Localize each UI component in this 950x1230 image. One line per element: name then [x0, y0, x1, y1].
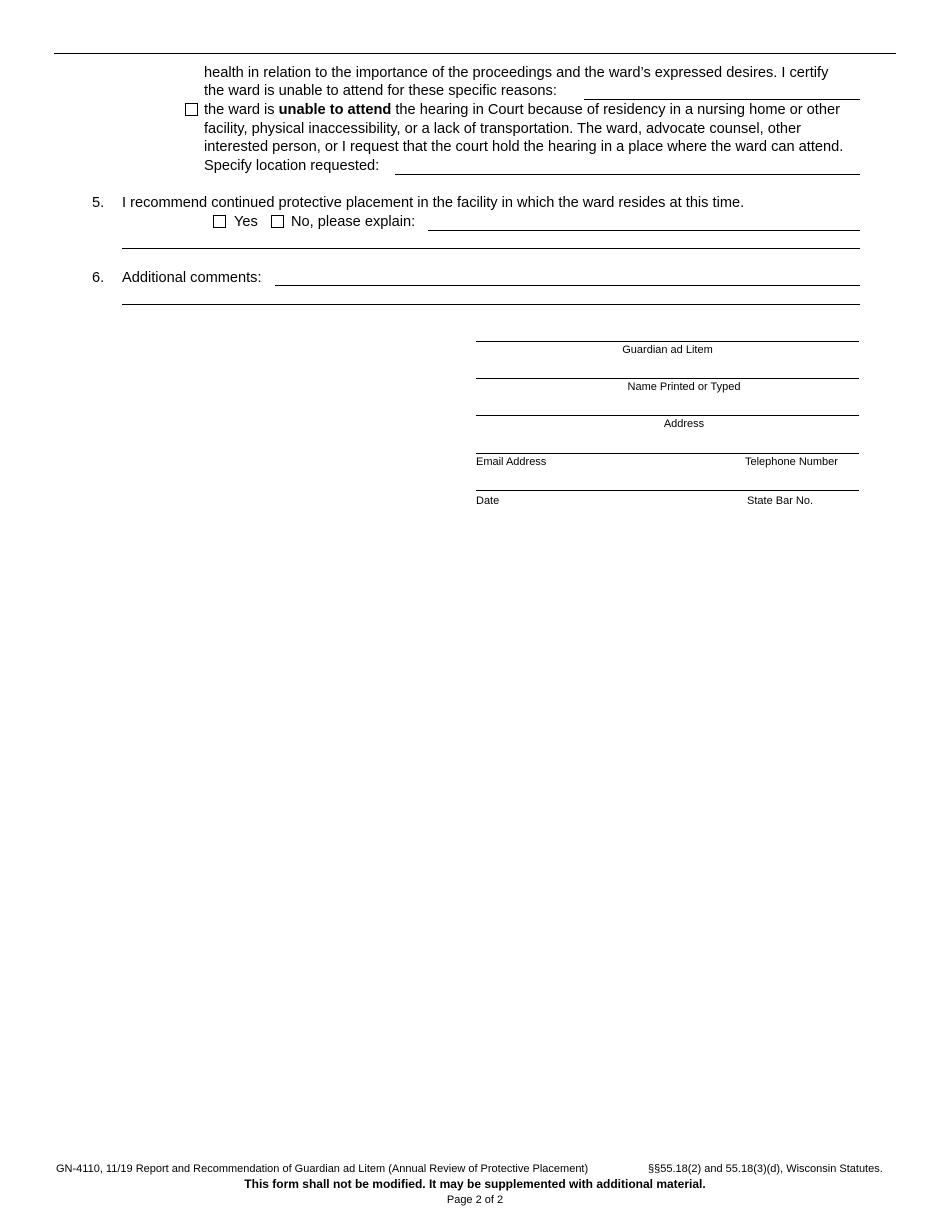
address-label: Address	[663, 418, 705, 430]
email-telephone-line[interactable]	[476, 453, 859, 454]
footer-notice: This form shall not be modified. It may be supplemented with additional material.	[244, 1177, 706, 1191]
unable-to-attend-checkbox[interactable]	[185, 103, 198, 116]
address-line[interactable]	[476, 415, 859, 416]
yes-label: Yes	[234, 214, 258, 230]
explain-field-line-1[interactable]	[428, 230, 860, 231]
specific-reasons-field[interactable]	[584, 99, 860, 100]
item-6-number: 6.	[92, 270, 105, 286]
telephone-label: Telephone Number	[745, 456, 838, 468]
item-5-text: I recommend continued protective placement in the facility in which the ward resides at this time.	[122, 195, 745, 211]
unable-rest: the hearing in Court because of residency in a nursing home or other	[391, 102, 840, 118]
continuation-line-1: health in relation to the importance of the proceedings and the ward’s expressed desires. I certify	[204, 65, 829, 81]
page-number: Page 2 of 2	[446, 1194, 504, 1206]
no-checkbox[interactable]	[271, 215, 284, 228]
name-printed-label: Name Printed or Typed	[627, 381, 741, 393]
header-rule	[54, 53, 896, 54]
name-printed-line[interactable]	[476, 378, 859, 379]
comments-field-line-2[interactable]	[122, 304, 860, 305]
date-bar-line[interactable]	[476, 490, 859, 491]
unable-to-attend-line-3: interested person, or I request that the court hold the hearing in a place where the ward can attend.	[204, 139, 844, 155]
guardian-label: Guardian ad Litem	[622, 344, 713, 356]
footer-statutes: §§55.18(2) and 55.18(3)(d), Wisconsin Statutes.	[648, 1163, 883, 1175]
unable-bold: unable to attend	[278, 102, 392, 118]
unable-prefix: the ward is	[204, 102, 279, 118]
state-bar-label: State Bar No.	[747, 495, 814, 507]
guardian-signature-line[interactable]	[476, 341, 859, 342]
continuation-line-2: the ward is unable to attend for these specific reasons:	[204, 83, 557, 99]
date-label: Date	[476, 495, 500, 507]
unable-to-attend-line-1	[204, 101, 840, 119]
footer-form-id: GN-4110, 11/19 Report and Recommendation of Guardian ad Litem (Annual Review of Protective Placement)	[56, 1163, 589, 1175]
explain-field-line-2[interactable]	[122, 248, 860, 249]
yes-checkbox[interactable]	[213, 215, 226, 228]
location-requested-label: Specify location requested:	[204, 158, 380, 174]
comments-field-line-1[interactable]	[275, 285, 860, 286]
email-label: Email Address	[476, 456, 547, 468]
item-6-text: Additional comments:	[122, 270, 262, 286]
item-5-number: 5.	[92, 195, 105, 211]
unable-to-attend-line-2: facility, physical inaccessibility, or a lack of transportation. The ward, advocate counsel, other	[204, 121, 802, 137]
no-explain-label: No, please explain:	[291, 214, 416, 230]
location-requested-field[interactable]	[395, 174, 860, 175]
